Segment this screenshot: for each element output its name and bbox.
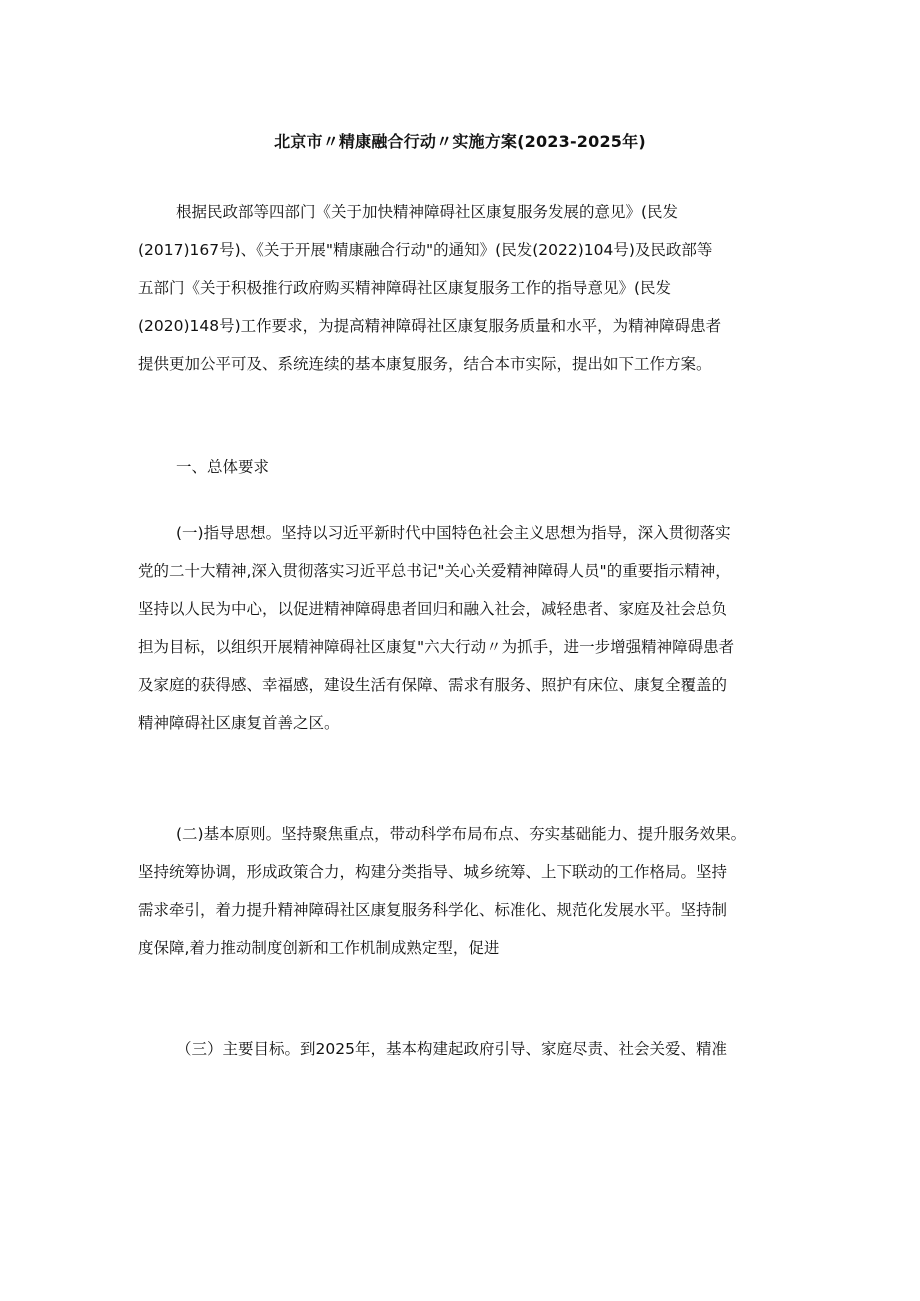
paragraph-line: 需求牵引，着力提升精神障碍社区康复服务科学化、标准化、规范化发展水平。坚持制 [138, 901, 728, 919]
paragraph-line: 坚持以人民为中心，以促进精神障碍患者回归和融入社会，减轻患者、家庭及社会总负 [138, 600, 728, 618]
paragraph-line: 提供更加公平可及、系统连续的基本康复服务，结合本市实际，提出如下工作方案。 [138, 355, 712, 373]
paragraph-line: 五部门《关于积极推行政府购买精神障碍社区康复服务工作的指导意见》(民发 [138, 279, 672, 297]
paragraph-guiding-thought [138, 514, 802, 742]
paragraph-line: 党的二十大精神,深入贯彻落实习近平总书记"关心关爱精神障碍人员"的重要指示精神， [138, 562, 731, 580]
paragraph-line: 根据民政部等四部门《关于加快精神障碍社区康复服务发展的意见》(民发 [176, 203, 679, 221]
paragraph-line: (2020)148号)工作要求，为提高精神障碍社区康复服务质量和水平，为精神障碍患者 [138, 317, 722, 335]
paragraph-line: 度保障,着力推动制度创新和工作机制成熟定型，促进 [138, 939, 500, 957]
document-title: 北京市〃精康融合行动〃实施方案(2023-2025年) [274, 132, 646, 151]
paragraph-line: (一)指导思想。坚持以习近平新时代中国特色社会主义思想为指导，深入贯彻落实 [176, 524, 731, 542]
paragraph-line: (2017)167号)、《关于开展"精康融合行动"的通知》(民发(2022)104号)及民政部等 [138, 241, 713, 259]
paragraph-line: 坚持统筹协调，形成政策合力，构建分类指导、城乡统筹、上下联动的工作格局。坚持 [138, 863, 728, 881]
paragraph-line: （三）主要目标。到2025年，基本构建起政府引导、家庭尽责、社会关爱、精准 [176, 1040, 727, 1058]
paragraph-basic-principles [138, 815, 802, 967]
paragraph-line: (二)基本原则。坚持聚焦重点，带动科学布局布点、夯实基础能力、提升服务效果。 [176, 825, 747, 843]
section-heading-text: 一、总体要求 [176, 458, 270, 476]
paragraph-line: 精神障碍社区康复首善之区。 [138, 714, 340, 732]
section-heading-general-requirements [176, 448, 776, 486]
paragraph-intro [138, 193, 802, 383]
paragraph-line: 担为目标，以组织开展精神障碍社区康复"六大行动〃为抓手，进一步增强精神障碍患者 [138, 638, 735, 656]
paragraph-main-goals [138, 1030, 802, 1068]
paragraph-line: 及家庭的获得感、幸福感，建设生活有保障、需求有服务、照护有床位、康复全覆盖的 [138, 676, 728, 694]
